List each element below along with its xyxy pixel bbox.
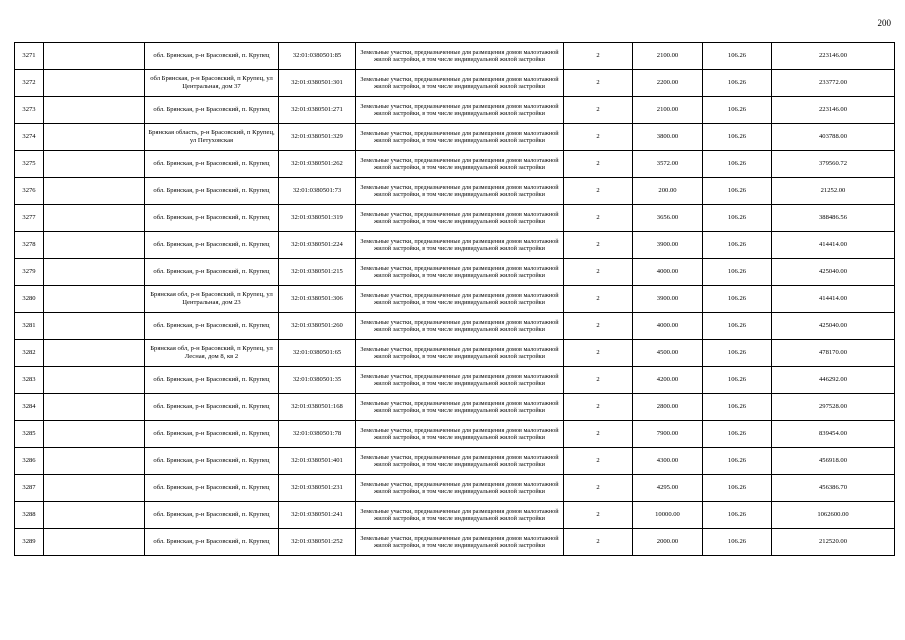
table-row [15, 286, 895, 313]
row-number-cell: 3289 [15, 529, 44, 556]
row-number-cell: 3280 [15, 286, 44, 313]
area-cell: 3656.00 [633, 205, 703, 232]
cadastral-number-cell: 32:01:0380501:168 [279, 394, 356, 421]
blank-cell [44, 529, 145, 556]
blank-cell [44, 70, 145, 97]
area-cell: 10000.00 [633, 502, 703, 529]
table-row [15, 448, 895, 475]
area-cell: 2200.00 [633, 70, 703, 97]
area-cell: 200.00 [633, 178, 703, 205]
rate-cell: 106.26 [703, 448, 772, 475]
rate-cell: 106.26 [703, 529, 772, 556]
cadastral-number-cell: 32:01:0380501:271 [279, 97, 356, 124]
blank-cell [44, 178, 145, 205]
cadastral-number-cell: 32:01:0380501:85 [279, 43, 356, 70]
land-purpose-cell: Земельные участки, предназначенные для размещения домов малоэтажной жилой застройки, в том числе индивидуальной жилой застройки [356, 286, 564, 313]
category-cell: 2 [564, 151, 633, 178]
category-cell: 2 [564, 70, 633, 97]
rate-cell: 106.26 [703, 124, 772, 151]
rate-cell: 106.26 [703, 205, 772, 232]
cadastral-number-cell: 32:01:0380501:231 [279, 475, 356, 502]
row-number-cell: 3271 [15, 43, 44, 70]
address-cell: обл. Брянская, р-н Брасовский, п. Крупец [145, 475, 279, 502]
rate-cell: 106.26 [703, 43, 772, 70]
cadastral-value-cell: 223146.00 [772, 97, 895, 124]
row-number-cell: 3276 [15, 178, 44, 205]
area-cell: 2100.00 [633, 97, 703, 124]
table-row [15, 502, 895, 529]
cadastral-number-cell: 32:01:0380501:319 [279, 205, 356, 232]
table-row [15, 178, 895, 205]
rate-cell: 106.26 [703, 97, 772, 124]
area-cell: 4000.00 [633, 259, 703, 286]
area-cell: 4200.00 [633, 367, 703, 394]
land-purpose-cell: Земельные участки, предназначенные для размещения домов малоэтажной жилой застройки, в том числе индивидуальной жилой застройки [356, 97, 564, 124]
address-cell: обл. Брянская, р-н Брасовский, п. Крупец [145, 97, 279, 124]
blank-cell [44, 421, 145, 448]
table-row [15, 394, 895, 421]
category-cell: 2 [564, 340, 633, 367]
rate-cell: 106.26 [703, 367, 772, 394]
land-purpose-cell: Земельные участки, предназначенные для размещения домов малоэтажной жилой застройки, в том числе индивидуальной жилой застройки [356, 529, 564, 556]
rate-cell: 106.26 [703, 232, 772, 259]
row-number-cell: 3288 [15, 502, 44, 529]
address-cell: обл. Брянская, р-н Брасовский, п. Крупец [145, 205, 279, 232]
cadastral-value-cell: 403788.00 [772, 124, 895, 151]
category-cell: 2 [564, 232, 633, 259]
blank-cell [44, 475, 145, 502]
rate-cell: 106.26 [703, 70, 772, 97]
area-cell: 3572.00 [633, 151, 703, 178]
row-number-cell: 3281 [15, 313, 44, 340]
table-row [15, 97, 895, 124]
category-cell: 2 [564, 205, 633, 232]
cadastral-value-cell: 414414.00 [772, 232, 895, 259]
table-row [15, 70, 895, 97]
rate-cell: 106.26 [703, 502, 772, 529]
address-cell: обл. Брянская, р-н Брасовский, п. Крупец [145, 502, 279, 529]
cadastral-number-cell: 32:01:0380501:35 [279, 367, 356, 394]
land-purpose-cell: Земельные участки, предназначенные для размещения домов малоэтажной жилой застройки, в том числе индивидуальной жилой застройки [356, 502, 564, 529]
cadastral-value-cell: 379560.72 [772, 151, 895, 178]
category-cell: 2 [564, 448, 633, 475]
rate-cell: 106.26 [703, 178, 772, 205]
table-row [15, 124, 895, 151]
area-cell: 4295.00 [633, 475, 703, 502]
cadastral-value-cell: 223146.00 [772, 43, 895, 70]
cadastral-number-cell: 32:01:0380501:329 [279, 124, 356, 151]
table-row [15, 151, 895, 178]
area-cell: 3800.00 [633, 124, 703, 151]
blank-cell [44, 394, 145, 421]
table-body [15, 43, 895, 556]
blank-cell [44, 124, 145, 151]
rate-cell: 106.26 [703, 286, 772, 313]
cadastral-number-cell: 32:01:0380501:260 [279, 313, 356, 340]
land-purpose-cell: Земельные участки, предназначенные для размещения домов малоэтажной жилой застройки, в том числе индивидуальной жилой застройки [356, 259, 564, 286]
row-number-cell: 3273 [15, 97, 44, 124]
land-purpose-cell: Земельные участки, предназначенные для размещения домов малоэтажной жилой застройки, в том числе индивидуальной жилой застройки [356, 421, 564, 448]
table-row [15, 475, 895, 502]
address-cell: обл. Брянская, р-н Брасовский, п. Крупец [145, 232, 279, 259]
row-number-cell: 3286 [15, 448, 44, 475]
cadastral-value-cell: 414414.00 [772, 286, 895, 313]
table-row [15, 313, 895, 340]
cadastral-number-cell: 32:01:0380501:224 [279, 232, 356, 259]
address-cell: обл. Брянская, р-н Брасовский, п. Крупец [145, 313, 279, 340]
area-cell: 3900.00 [633, 286, 703, 313]
row-number-cell: 3283 [15, 367, 44, 394]
land-purpose-cell: Земельные участки, предназначенные для размещения домов малоэтажной жилой застройки, в том числе индивидуальной жилой застройки [356, 124, 564, 151]
rate-cell: 106.26 [703, 475, 772, 502]
cadastral-number-cell: 32:01:0380501:73 [279, 178, 356, 205]
address-cell: обл. Брянская, р-н Брасовский, п. Крупец [145, 394, 279, 421]
blank-cell [44, 43, 145, 70]
address-cell: обл. Брянская, р-н Брасовский, п. Крупец [145, 151, 279, 178]
land-purpose-cell: Земельные участки, предназначенные для размещения домов малоэтажной жилой застройки, в том числе индивидуальной жилой застройки [356, 367, 564, 394]
category-cell: 2 [564, 421, 633, 448]
address-cell: обл. Брянская, р-н Брасовский, п. Крупец [145, 259, 279, 286]
address-cell: Брянская обл, р-н Брасовский, п Крупец, ул Лесная, дом 8, кв 2 [145, 340, 279, 367]
row-number-cell: 3285 [15, 421, 44, 448]
table-row [15, 367, 895, 394]
category-cell: 2 [564, 259, 633, 286]
rate-cell: 106.26 [703, 151, 772, 178]
address-cell: обл. Брянская, р-н Брасовский, п. Крупец [145, 529, 279, 556]
row-number-cell: 3287 [15, 475, 44, 502]
table-row [15, 43, 895, 70]
table-row [15, 259, 895, 286]
category-cell: 2 [564, 178, 633, 205]
blank-cell [44, 313, 145, 340]
land-purpose-cell: Земельные участки, предназначенные для размещения домов малоэтажной жилой застройки, в том числе индивидуальной жилой застройки [356, 394, 564, 421]
blank-cell [44, 502, 145, 529]
cadastral-number-cell: 32:01:0380501:301 [279, 70, 356, 97]
row-number-cell: 3272 [15, 70, 44, 97]
address-cell: обл. Брянская, р-н Брасовский, п. Крупец [145, 421, 279, 448]
rate-cell: 106.26 [703, 313, 772, 340]
rate-cell: 106.26 [703, 340, 772, 367]
cadastral-number-cell: 32:01:0380501:401 [279, 448, 356, 475]
area-cell: 4000.00 [633, 313, 703, 340]
category-cell: 2 [564, 502, 633, 529]
cadastral-number-cell: 32:01:0380501:306 [279, 286, 356, 313]
address-cell: обл. Брянская, р-н Брасовский, п. Крупец [145, 448, 279, 475]
cadastral-value-cell: 425040.00 [772, 313, 895, 340]
area-cell: 4500.00 [633, 340, 703, 367]
table-row [15, 421, 895, 448]
cadastral-number-cell: 32:01:0380501:78 [279, 421, 356, 448]
land-purpose-cell: Земельные участки, предназначенные для размещения домов малоэтажной жилой застройки, в том числе индивидуальной жилой застройки [356, 448, 564, 475]
category-cell: 2 [564, 286, 633, 313]
land-registry-table [14, 42, 895, 556]
address-cell: обл. Брянская, р-н Брасовский, п. Крупец [145, 43, 279, 70]
area-cell: 2100.00 [633, 43, 703, 70]
address-cell: обл Брянская, р-н Брасовский, п Крупец, ул Центральная, дом 37 [145, 70, 279, 97]
rate-cell: 106.26 [703, 259, 772, 286]
table-row [15, 529, 895, 556]
category-cell: 2 [564, 43, 633, 70]
row-number-cell: 3275 [15, 151, 44, 178]
category-cell: 2 [564, 367, 633, 394]
cadastral-value-cell: 388486.56 [772, 205, 895, 232]
address-cell: Брянская область, р-н Брасовский, п Крупец, ул Петуховская [145, 124, 279, 151]
row-number-cell: 3278 [15, 232, 44, 259]
category-cell: 2 [564, 529, 633, 556]
category-cell: 2 [564, 97, 633, 124]
category-cell: 2 [564, 475, 633, 502]
row-number-cell: 3274 [15, 124, 44, 151]
row-number-cell: 3279 [15, 259, 44, 286]
land-purpose-cell: Земельные участки, предназначенные для размещения домов малоэтажной жилой застройки, в том числе индивидуальной жилой застройки [356, 178, 564, 205]
cadastral-value-cell: 456918.00 [772, 448, 895, 475]
land-purpose-cell: Земельные участки, предназначенные для размещения домов малоэтажной жилой застройки, в том числе индивидуальной жилой застройки [356, 232, 564, 259]
cadastral-number-cell: 32:01:0380501:252 [279, 529, 356, 556]
cadastral-value-cell: 1062600.00 [772, 502, 895, 529]
land-purpose-cell: Земельные участки, предназначенные для размещения домов малоэтажной жилой застройки, в том числе индивидуальной жилой застройки [356, 151, 564, 178]
row-number-cell: 3277 [15, 205, 44, 232]
land-purpose-cell: Земельные участки, предназначенные для размещения домов малоэтажной жилой застройки, в том числе индивидуальной жилой застройки [356, 205, 564, 232]
blank-cell [44, 367, 145, 394]
blank-cell [44, 205, 145, 232]
blank-cell [44, 340, 145, 367]
blank-cell [44, 97, 145, 124]
address-cell: обл. Брянская, р-н Брасовский, п. Крупец [145, 178, 279, 205]
cadastral-value-cell: 478170.00 [772, 340, 895, 367]
land-purpose-cell: Земельные участки, предназначенные для размещения домов малоэтажной жилой застройки, в том числе индивидуальной жилой застройки [356, 475, 564, 502]
area-cell: 3900.00 [633, 232, 703, 259]
area-cell: 2800.00 [633, 394, 703, 421]
cadastral-value-cell: 446292.00 [772, 367, 895, 394]
rate-cell: 106.26 [703, 394, 772, 421]
address-cell: обл. Брянская, р-н Брасовский, п. Крупец [145, 367, 279, 394]
table-row [15, 205, 895, 232]
area-cell: 7900.00 [633, 421, 703, 448]
cadastral-value-cell: 212520.00 [772, 529, 895, 556]
blank-cell [44, 151, 145, 178]
area-cell: 4300.00 [633, 448, 703, 475]
land-purpose-cell: Земельные участки, предназначенные для размещения домов малоэтажной жилой застройки, в том числе индивидуальной жилой застройки [356, 70, 564, 97]
category-cell: 2 [564, 394, 633, 421]
cadastral-number-cell: 32:01:0380501:215 [279, 259, 356, 286]
rate-cell: 106.26 [703, 421, 772, 448]
cadastral-value-cell: 456386.70 [772, 475, 895, 502]
land-purpose-cell: Земельные участки, предназначенные для размещения домов малоэтажной жилой застройки, в том числе индивидуальной жилой застройки [356, 340, 564, 367]
cadastral-number-cell: 32:01:0380501:65 [279, 340, 356, 367]
cadastral-value-cell: 21252.00 [772, 178, 895, 205]
address-cell: Брянская обл, р-н Брасовский, п Крупец, ул Центральная, дом 23 [145, 286, 279, 313]
area-cell: 2000.00 [633, 529, 703, 556]
cadastral-value-cell: 425040.00 [772, 259, 895, 286]
row-number-cell: 3282 [15, 340, 44, 367]
land-purpose-cell: Земельные участки, предназначенные для размещения домов малоэтажной жилой застройки, в том числе индивидуальной жилой застройки [356, 43, 564, 70]
blank-cell [44, 286, 145, 313]
cadastral-value-cell: 233772.00 [772, 70, 895, 97]
table-row [15, 232, 895, 259]
category-cell: 2 [564, 313, 633, 340]
cadastral-number-cell: 32:01:0380501:262 [279, 151, 356, 178]
cadastral-value-cell: 839454.00 [772, 421, 895, 448]
cadastral-number-cell: 32:01:0380501:241 [279, 502, 356, 529]
land-purpose-cell: Земельные участки, предназначенные для размещения домов малоэтажной жилой застройки, в том числе индивидуальной жилой застройки [356, 313, 564, 340]
table-row [15, 340, 895, 367]
page-number: 200 [877, 18, 891, 28]
blank-cell [44, 259, 145, 286]
row-number-cell: 3284 [15, 394, 44, 421]
blank-cell [44, 448, 145, 475]
cadastral-value-cell: 297528.00 [772, 394, 895, 421]
blank-cell [44, 232, 145, 259]
category-cell: 2 [564, 124, 633, 151]
